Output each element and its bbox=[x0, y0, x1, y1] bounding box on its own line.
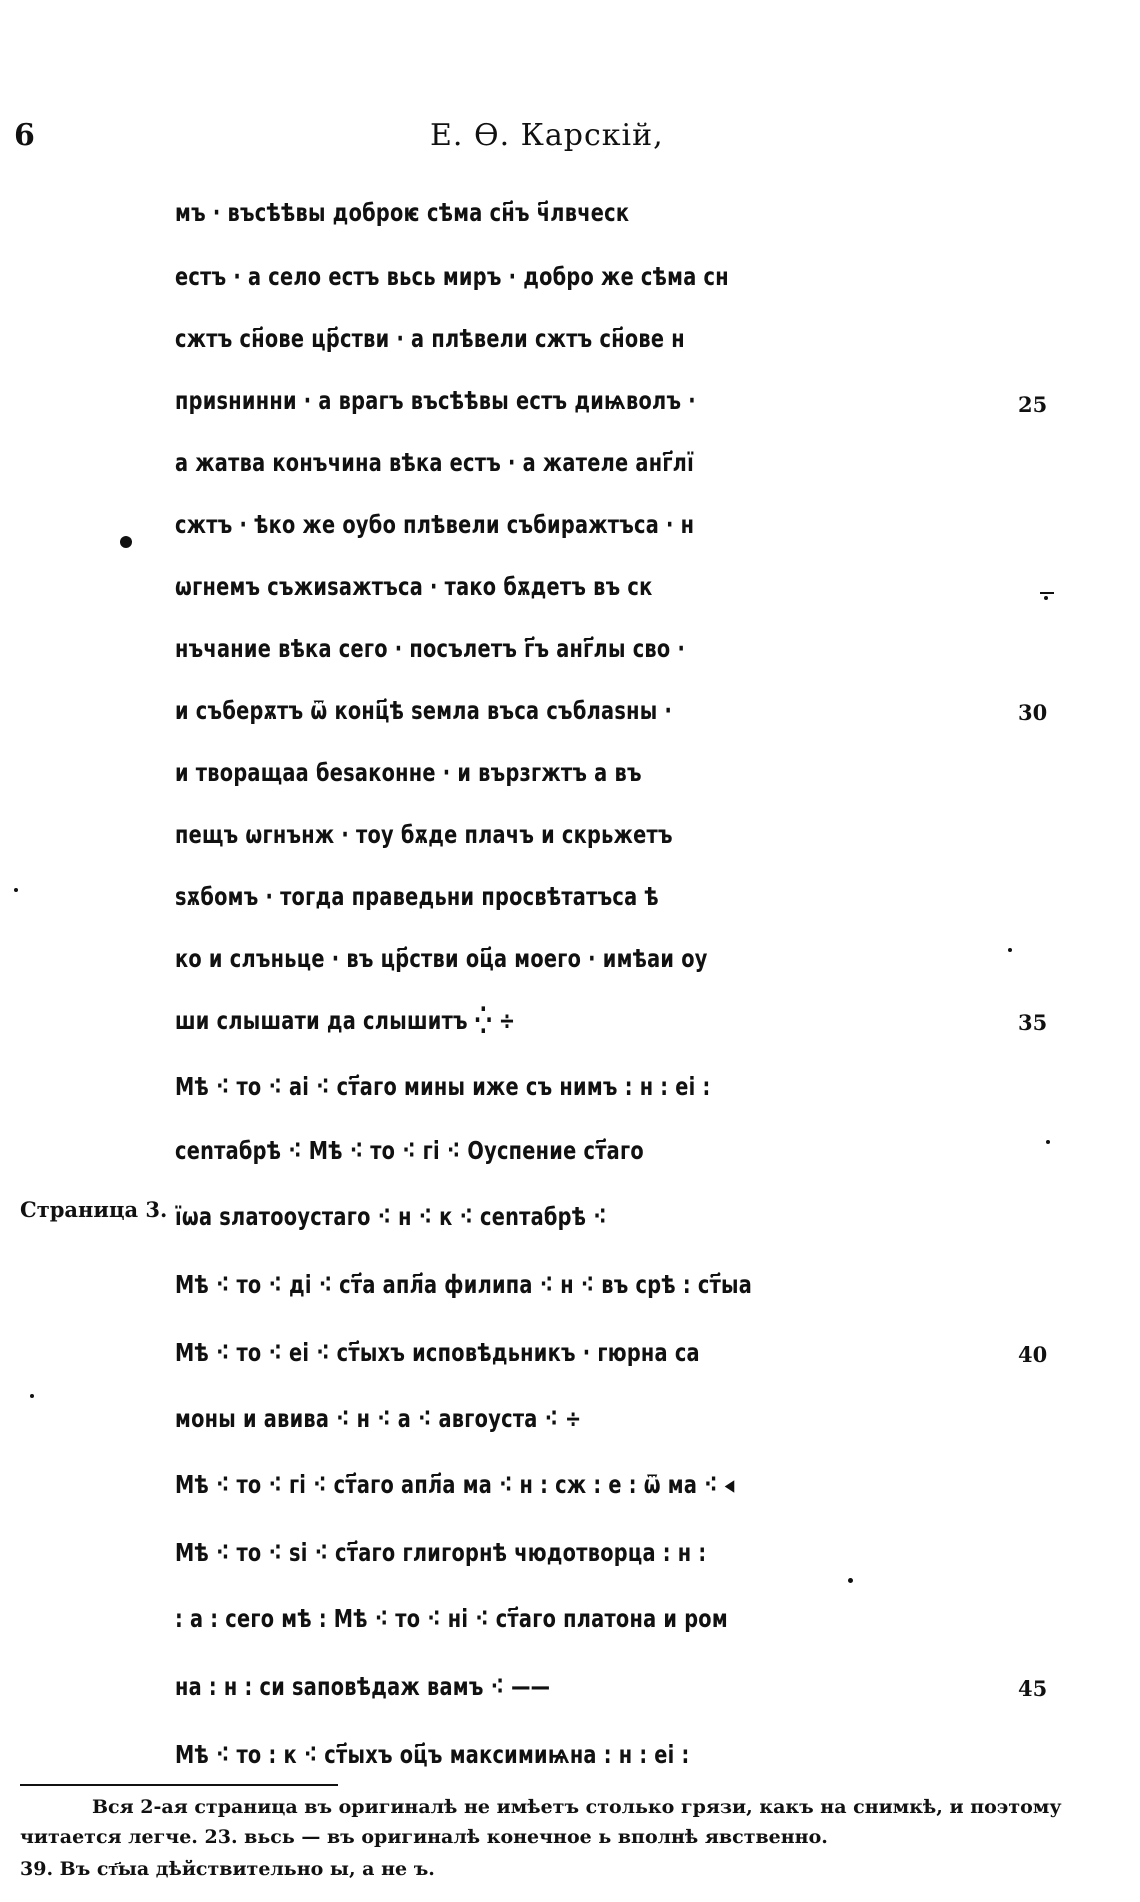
ink-speck bbox=[848, 1578, 853, 1583]
text-line: пещъ ѡгнънж · тоу бѫде плачъ и скрьжетъ bbox=[175, 820, 673, 849]
ink-speck bbox=[30, 1394, 34, 1398]
text-line: сжтъ · ѣко же оубо плѣвели събиражтъса · н bbox=[175, 510, 695, 539]
text-line: Мѣ ⁖ то ⁖ аі ⁖ ст҃аго мины иже съ нимъ : н : еі : bbox=[175, 1072, 711, 1101]
text-line: естъ · а село естъ вьсь миръ · добро же сѣма сн bbox=[175, 262, 729, 291]
text-line: на : н : си ѕаповѣдаж вамъ ⁖ —— bbox=[175, 1672, 551, 1701]
text-line: їѡа ѕлатооустаго ⁖ н ⁖ к ⁖ сеnтабрѣ ⁖ bbox=[175, 1202, 607, 1231]
text-line: а жатва конъчина вѣка естъ · а жателе анг҃лї bbox=[175, 448, 695, 477]
ink-speck bbox=[1044, 596, 1048, 600]
text-line: Мѣ ⁖ то : к ⁖ ст҃ыхъ оц҃ъ максимиѩна : н : еі : bbox=[175, 1740, 690, 1769]
text-line: приѕнинни · а врагъ въсѣѣвы естъ диѩволъ · bbox=[175, 386, 696, 415]
text-line: Мѣ ⁖ то ⁖ гі ⁖ ст҃аго апл҃а ма ⁖ н : сж : е : ѿ ма ⁖ ◂ bbox=[175, 1470, 735, 1499]
text-line: Мѣ ⁖ то ⁖ ѕі ⁖ ст҃аго глигорнѣ чюдотворца : н : bbox=[175, 1538, 707, 1567]
text-line: Мѣ ⁖ то ⁖ ді ⁖ ст҃а апл҃а филипа ⁖ н ⁖ въ срѣ : ст҃ыа bbox=[175, 1270, 753, 1299]
text-line: сжтъ сн҃ове цр҃стви · а плѣвели сжтъ сн҃ове н bbox=[175, 324, 685, 353]
footnote-line: читается легче. 23. вьсь — въ оригиналѣ конечное ь вполнѣ явственно. bbox=[20, 1826, 828, 1848]
running-title: Е. Ѳ. Карскій, bbox=[430, 118, 664, 153]
ink-blot bbox=[120, 536, 132, 548]
text-line: : а : сего мѣ : Мѣ ⁖ то ⁖ ні ⁖ ст҃аго платона и ром bbox=[175, 1604, 728, 1633]
line-number: 35 bbox=[1018, 1010, 1048, 1035]
ink-speck bbox=[1008, 948, 1012, 952]
text-line: Мѣ ⁖ то ⁖ еі ⁖ ст҃ыхъ исповѣдьникъ · гюрна са bbox=[175, 1338, 700, 1367]
line-number: 45 bbox=[1018, 1676, 1048, 1701]
text-line: нъчание вѣка сего · посълетъ г҃ъ анг҃лы сво · bbox=[175, 634, 686, 663]
margin-note: Страница 3. bbox=[20, 1197, 168, 1222]
text-line: и съберѫтъ ѿ конц҃ѣ ѕемла въса съблаѕны · bbox=[175, 696, 673, 725]
ink-speck bbox=[1046, 1140, 1050, 1144]
footnote-rule bbox=[20, 1784, 338, 1786]
ink-speck bbox=[14, 888, 18, 892]
text-line: ши слышати да слышитъ ⁛ ÷ bbox=[175, 1006, 516, 1035]
line-number: 25 bbox=[1018, 392, 1048, 417]
footnote-line: Вся 2-ая страница въ оригиналѣ не имѣетъ столько грязи, какъ на снимкѣ, и поэтому bbox=[92, 1796, 1062, 1818]
line-number: 30 bbox=[1018, 700, 1048, 725]
footnote-line: 39. Въ ст҃ыа дѣйствительно ы, а не ъ. bbox=[20, 1858, 435, 1880]
text-line: и творащаа беѕаконне · и вързгжтъ а въ bbox=[175, 758, 642, 787]
text-line: моны и авива ⁖ н ⁖ а ⁖ авгоуста ⁖ ÷ bbox=[175, 1404, 582, 1433]
text-line: ѕѫбомъ · тогда праведьни просвѣтатъса ѣ bbox=[175, 882, 659, 911]
text-line: ко и слъньце · въ цр҃стви оц҃а моего · имѣаи оу bbox=[175, 944, 708, 973]
line-number: 40 bbox=[1018, 1342, 1048, 1367]
ink-mark bbox=[1040, 592, 1054, 594]
page-number: 6 bbox=[14, 118, 35, 153]
text-line: ѡгнемъ съжиѕажтъса · тако бѫдетъ въ ск bbox=[175, 572, 653, 601]
text-line: мъ · въсѣѣвы доброѥ сѣма сн҃ъ ч҃лвческ bbox=[175, 198, 630, 227]
text-line: сеnтабрѣ ⁖ Мѣ ⁖ то ⁖ гі ⁖ Оуспение ст҃аго bbox=[175, 1136, 644, 1165]
